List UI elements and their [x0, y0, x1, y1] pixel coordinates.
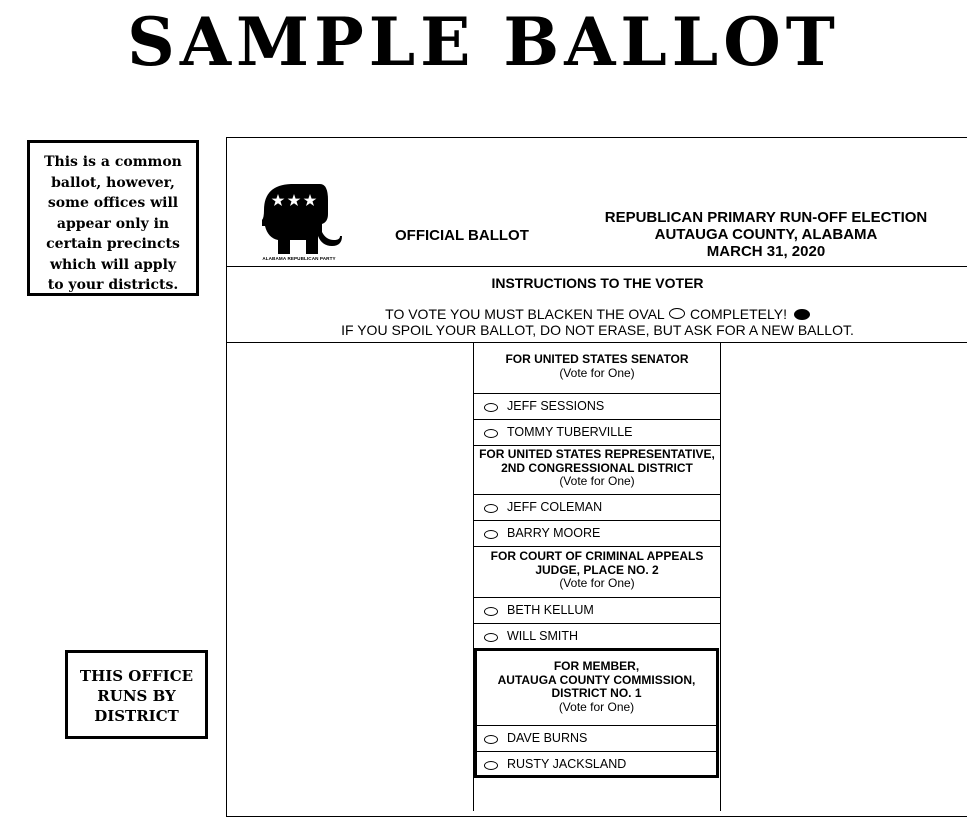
office-title: DISTRICT NO. 1 [551, 686, 642, 700]
race-header [474, 550, 720, 591]
header-divider [227, 266, 967, 267]
candidate-row[interactable] [477, 752, 716, 777]
election-line: MARCH 31, 2020 [706, 243, 826, 260]
instructions-text: COMPLETELY! [689, 306, 787, 322]
vote-oval[interactable] [484, 429, 498, 438]
official-ballot-label: OFFICIAL BALLOT [395, 227, 529, 244]
district-office-notice [65, 650, 208, 739]
candidate-row[interactable] [474, 420, 720, 445]
notice-line: THIS OFFICE [79, 667, 194, 685]
candidate-row[interactable] [477, 726, 716, 751]
election-line: AUTAUGA COUNTY, ALABAMA [654, 226, 878, 243]
vote-for-instruction: (Vote for One) [559, 365, 635, 380]
page-title: SAMPLE BALLOT [127, 3, 840, 81]
vote-oval[interactable] [484, 504, 498, 513]
vote-for-instruction: (Vote for One) [559, 474, 635, 488]
race-header [474, 353, 720, 380]
filled-oval-icon [794, 309, 810, 320]
common-ballot-notice [27, 140, 199, 296]
notice-line: certain precincts [46, 236, 180, 252]
notice-line: DISTRICT [94, 707, 179, 725]
instructions-line-2: IF YOU SPOIL YOUR BALLOT, DO NOT ERASE, BUT ASK FOR A NEW BALLOT. [341, 322, 854, 338]
notice-line: This is a common [44, 154, 182, 170]
row-divider [474, 445, 720, 446]
candidate-row[interactable] [474, 521, 720, 546]
candidate-name: RUSTY JACKSLAND [507, 757, 627, 771]
race-header [477, 660, 716, 714]
office-title: 2ND CONGRESSIONAL DISTRICT [501, 460, 693, 475]
notice-line: to your districts. [47, 277, 179, 293]
office-title: FOR UNITED STATES SENATOR [505, 352, 689, 366]
office-title: FOR UNITED STATES REPRESENTATIVE, [479, 447, 715, 461]
elephant-icon [256, 180, 342, 256]
row-divider [474, 546, 720, 547]
vote-oval[interactable] [484, 735, 498, 744]
candidate-row[interactable] [474, 394, 720, 419]
empty-oval-icon [669, 308, 685, 319]
republican-elephant-logo [256, 180, 342, 262]
candidate-row[interactable] [474, 624, 720, 649]
office-title: AUTAUGA COUNTY COMMISSION, [497, 672, 696, 687]
instructions-line-1 [227, 306, 967, 322]
instructions-text: TO VOTE YOU MUST BLACKEN THE OVAL [385, 306, 665, 322]
candidate-name: BETH KELLUM [507, 603, 594, 617]
notice-line: RUNS BY [97, 687, 176, 705]
candidate-row[interactable] [474, 598, 720, 623]
candidate-name: JEFF SESSIONS [507, 399, 605, 413]
district-race-box [474, 648, 719, 778]
notice-line: some offices will [47, 195, 179, 211]
notice-line: appear only in [56, 215, 170, 232]
candidate-name: WILL SMITH [507, 629, 579, 643]
vote-oval[interactable] [484, 633, 498, 642]
vote-oval[interactable] [484, 607, 498, 616]
notice-line: ballot, however, [51, 174, 175, 191]
vote-oval[interactable] [484, 403, 498, 412]
election-line: REPUBLICAN PRIMARY RUN-OFF ELECTION [604, 209, 928, 226]
notice-line: which will apply [49, 256, 177, 273]
election-title [579, 209, 953, 260]
candidate-name: TOMMY TUBERVILLE [507, 425, 633, 439]
office-title: JUDGE, PLACE NO. 2 [535, 562, 659, 577]
candidate-row[interactable] [474, 495, 720, 520]
office-title: FOR MEMBER, [553, 659, 640, 673]
instructions-title: INSTRUCTIONS TO THE VOTER [491, 275, 704, 291]
office-title: FOR COURT OF CRIMINAL APPEALS [490, 549, 704, 563]
vote-for-instruction: (Vote for One) [558, 699, 635, 714]
race-header [474, 448, 720, 489]
candidate-name: BARRY MOORE [507, 526, 601, 540]
vote-oval[interactable] [484, 530, 498, 539]
vote-for-instruction: (Vote for One) [559, 576, 635, 590]
vote-oval[interactable] [484, 761, 498, 770]
logo-caption: ALABAMA REPUBLICAN PARTY [262, 256, 336, 261]
candidate-name: JEFF COLEMAN [507, 500, 603, 514]
candidate-name: DAVE BURNS [507, 731, 588, 745]
